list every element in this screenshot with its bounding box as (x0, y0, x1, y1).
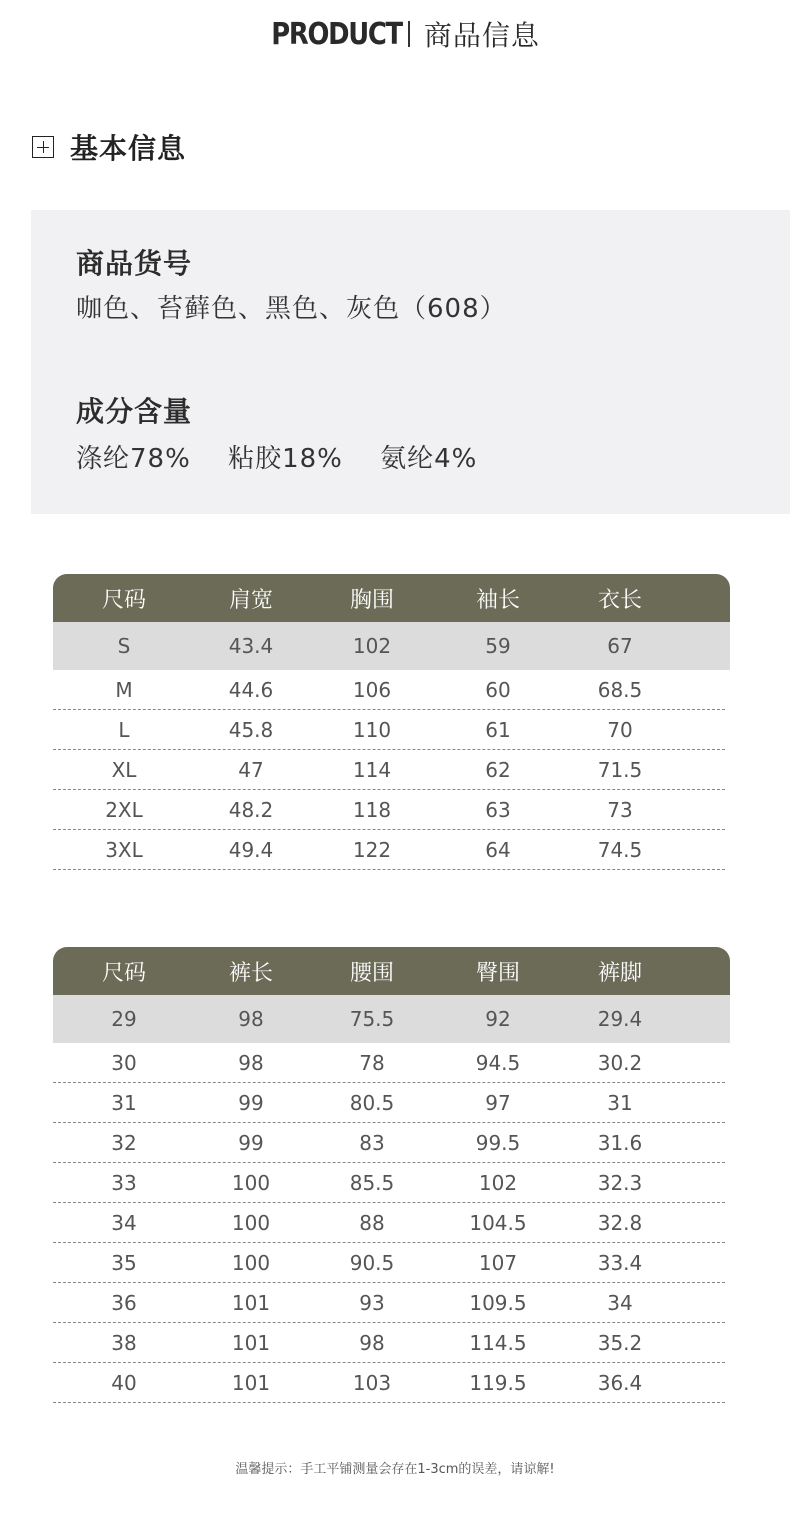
table-row (53, 710, 725, 750)
table-cell: 110 (352, 717, 392, 742)
table-cell: 114 (352, 757, 392, 782)
table-cell: 70 (607, 717, 633, 742)
table-cell: 31 (111, 1090, 137, 1115)
table-cell: 33 (111, 1170, 137, 1195)
table-header (53, 574, 730, 622)
header-cell: 尺码 (101, 587, 146, 613)
footer-note: 温馨提示：手工平铺测量会存在1-3cm的误差，请谅解! (235, 1462, 555, 1477)
table-cell: 107 (478, 1250, 518, 1275)
header-cell: 衣长 (597, 587, 642, 613)
table-cell: L (118, 717, 130, 742)
top-size-table (53, 574, 730, 870)
table-cell: 30.2 (597, 1050, 643, 1075)
table-cell: 85.5 (349, 1170, 395, 1195)
table-row (53, 670, 725, 710)
table-cell: 45.8 (228, 717, 274, 742)
table-cell: 34 (111, 1210, 137, 1235)
table-row (53, 622, 730, 670)
table-cell: 93 (359, 1290, 385, 1315)
table-cell: 88 (359, 1210, 385, 1235)
table-cell: 63 (485, 797, 511, 822)
section-title: 基本信息 (70, 132, 187, 165)
table-cell: 71.5 (597, 757, 643, 782)
table-cell: 31 (607, 1090, 633, 1115)
header-cell: 肩宽 (228, 587, 273, 613)
table-cell: 94.5 (475, 1050, 521, 1075)
table-cell: 99 (238, 1130, 264, 1155)
table-cell: 74.5 (597, 837, 643, 862)
header-title-cn: 商品信息 (423, 19, 540, 52)
table-cell: 102 (478, 1170, 518, 1195)
table-cell: 49.4 (228, 837, 274, 862)
table-cell: 47 (238, 757, 264, 782)
table-cell: XL (111, 757, 137, 782)
table-cell: 102 (352, 634, 392, 658)
table-row (53, 1243, 725, 1283)
table-cell: 98 (238, 1007, 264, 1031)
table-row (53, 790, 725, 830)
header-cell: 胸围 (349, 587, 394, 613)
sku-value: 咖色、苔藓色、黑色、灰色（608） (76, 294, 507, 324)
table-cell: 36 (111, 1290, 137, 1315)
plus-icon[interactable] (32, 136, 54, 158)
composition-item: 氨纶4% (380, 444, 478, 474)
section-heading (32, 127, 186, 167)
table-cell: 97 (485, 1090, 511, 1115)
table-row (53, 1203, 725, 1243)
table-cell: 101 (231, 1290, 271, 1315)
table-cell: 68.5 (597, 677, 643, 702)
table-cell: 29 (111, 1007, 137, 1031)
table-cell: 48.2 (228, 797, 274, 822)
table-cell: 75.5 (349, 1007, 395, 1031)
table-cell: 35.2 (597, 1330, 643, 1355)
composition-item: 粘胶18% (228, 444, 343, 474)
table-row (53, 750, 725, 790)
table-cell: 100 (231, 1210, 271, 1235)
table-cell: 32 (111, 1130, 137, 1155)
table-cell: 106 (352, 677, 392, 702)
bottom-size-table (53, 947, 730, 1403)
header-cell: 臀围 (475, 960, 520, 986)
table-cell: 67 (607, 634, 633, 658)
table-row (53, 1123, 725, 1163)
header-cell: 裤脚 (597, 960, 642, 986)
table-cell: 73 (607, 797, 633, 822)
table-cell: 35 (111, 1250, 137, 1275)
table-cell: 32.3 (597, 1170, 643, 1195)
table-header (53, 947, 730, 995)
table-cell: 100 (231, 1170, 271, 1195)
table-cell: 92 (485, 1007, 511, 1031)
table-cell: 36.4 (597, 1370, 643, 1395)
composition-label: 成分含量 (76, 395, 193, 428)
table-cell: S (117, 634, 131, 658)
page-header (0, 14, 790, 54)
table-cell: 114.5 (469, 1330, 527, 1355)
table-row (53, 1083, 725, 1123)
table-row (53, 830, 725, 870)
basic-info-panel (31, 210, 790, 514)
composition-values (76, 438, 505, 475)
table-cell: 98 (359, 1330, 385, 1355)
table-cell: 78 (359, 1050, 385, 1075)
table-cell: 101 (231, 1370, 271, 1395)
table-cell: 44.6 (228, 677, 274, 702)
table-cell: 33.4 (597, 1250, 643, 1275)
header-cell: 尺码 (101, 960, 146, 986)
header-cell: 裤长 (228, 960, 273, 986)
table-cell: 103 (352, 1370, 392, 1395)
table-cell: 122 (352, 837, 392, 862)
table-cell: 101 (231, 1330, 271, 1355)
table-cell: 99.5 (475, 1130, 521, 1155)
table-cell: 38 (111, 1330, 137, 1355)
table-cell: 30 (111, 1050, 137, 1075)
table-cell: 100 (231, 1250, 271, 1275)
header-cell: 袖长 (475, 587, 520, 613)
table-cell: M (115, 677, 133, 702)
table-row (53, 1363, 725, 1403)
table-cell: 99 (238, 1090, 264, 1115)
table-cell: 43.4 (228, 634, 274, 658)
table-cell: 2XL (105, 797, 143, 822)
table-cell: 80.5 (349, 1090, 395, 1115)
table-cell: 29.4 (597, 1007, 643, 1031)
table-cell: 62 (485, 757, 511, 782)
table-row (53, 1283, 725, 1323)
table-row (53, 1323, 725, 1363)
table-cell: 34 (607, 1290, 633, 1315)
table-cell: 61 (485, 717, 511, 742)
table-cell: 3XL (105, 837, 143, 862)
table-cell: 59 (485, 634, 511, 658)
table-row (53, 995, 730, 1043)
header-title-en: PRODUCT (271, 16, 402, 52)
header-cell: 腰围 (349, 960, 394, 986)
table-cell: 90.5 (349, 1250, 395, 1275)
header-divider (408, 21, 410, 47)
table-cell: 109.5 (469, 1290, 527, 1315)
table-cell: 40 (111, 1370, 137, 1395)
table-cell: 32.8 (597, 1210, 643, 1235)
table-cell: 31.6 (597, 1130, 643, 1155)
table-cell: 118 (352, 797, 392, 822)
table-cell: 119.5 (469, 1370, 527, 1395)
table-cell: 98 (238, 1050, 264, 1075)
table-cell: 83 (359, 1130, 385, 1155)
table-row (53, 1163, 725, 1203)
sku-label: 商品货号 (76, 247, 193, 280)
table-cell: 60 (485, 677, 511, 702)
composition-item: 涤纶78% (76, 444, 191, 474)
table-cell: 104.5 (469, 1210, 527, 1235)
table-cell: 64 (485, 837, 511, 862)
table-row (53, 1043, 725, 1083)
